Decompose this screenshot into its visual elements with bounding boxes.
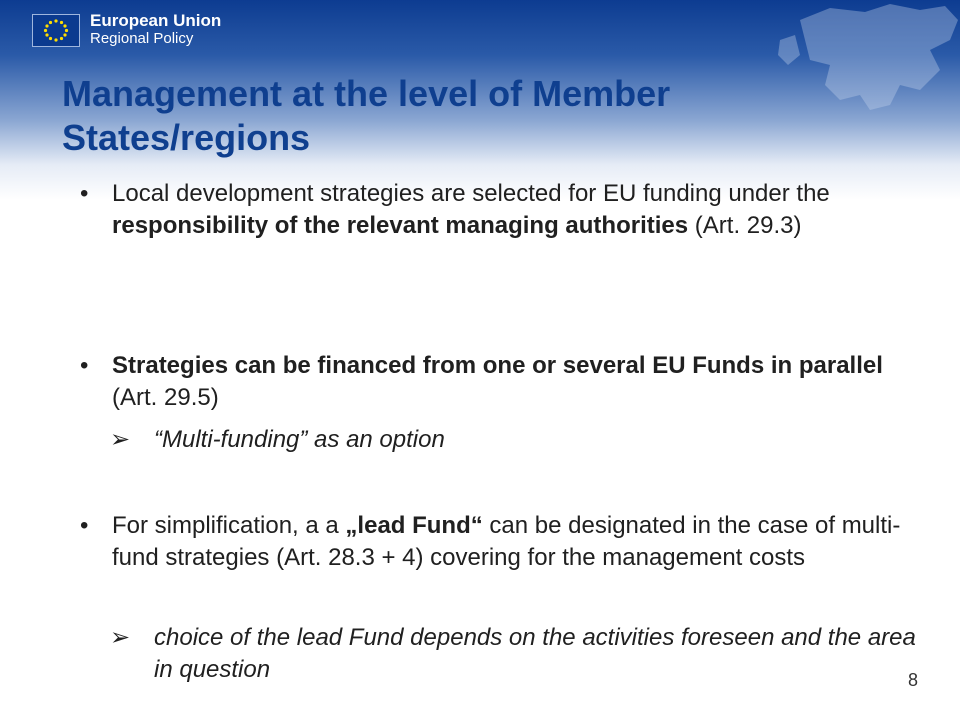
sub-bullet-text: “Multi-funding” as an option [154, 426, 445, 453]
bullet-dot: • [80, 512, 89, 539]
bullet-dot: • [80, 180, 89, 207]
bullet-text [112, 510, 912, 574]
bullet-item [80, 350, 940, 414]
arrow-bullet-icon: ➢ [110, 426, 131, 453]
bullet-text [112, 178, 912, 242]
bullet-item [80, 510, 940, 574]
brand-text [90, 12, 221, 48]
sub-bullet-text: choice of the lead Fund depends on the activities foreseen and the area in question [154, 624, 916, 683]
bullet-text [112, 350, 912, 414]
page-number: 8 [907, 670, 918, 690]
bold-run: responsibility of the relevant managing authorities [112, 212, 689, 239]
bold-run: Strategies can be financed from one or several EU Funds in parallel [112, 352, 883, 379]
sub-bullet [110, 622, 930, 686]
brand-line2: Regional Policy [90, 30, 194, 47]
arrow-bullet-icon: ➢ [110, 624, 131, 651]
brand-line1: European Union [90, 11, 222, 30]
sub-bullet [110, 424, 930, 456]
text-run: can be designated in the case of multi-fund strategies (Art. 28.3 + 4) covering for the management costs [112, 512, 901, 571]
text-run: (Art. 29.3) [688, 212, 802, 239]
text-run: Local development strategies are selected for EU funding under the [112, 180, 830, 207]
bullet-item [80, 178, 940, 242]
bullet-dot: • [80, 352, 89, 379]
eu-logo [32, 12, 221, 48]
slide-title: Management at the level of Member States/regions [62, 73, 671, 158]
text-run: (Art. 29.5) [112, 384, 219, 411]
eu-flag-icon [32, 14, 80, 47]
text-run: For simplification, a a [112, 512, 346, 539]
bold-run: „lead Fund“ [345, 512, 483, 539]
